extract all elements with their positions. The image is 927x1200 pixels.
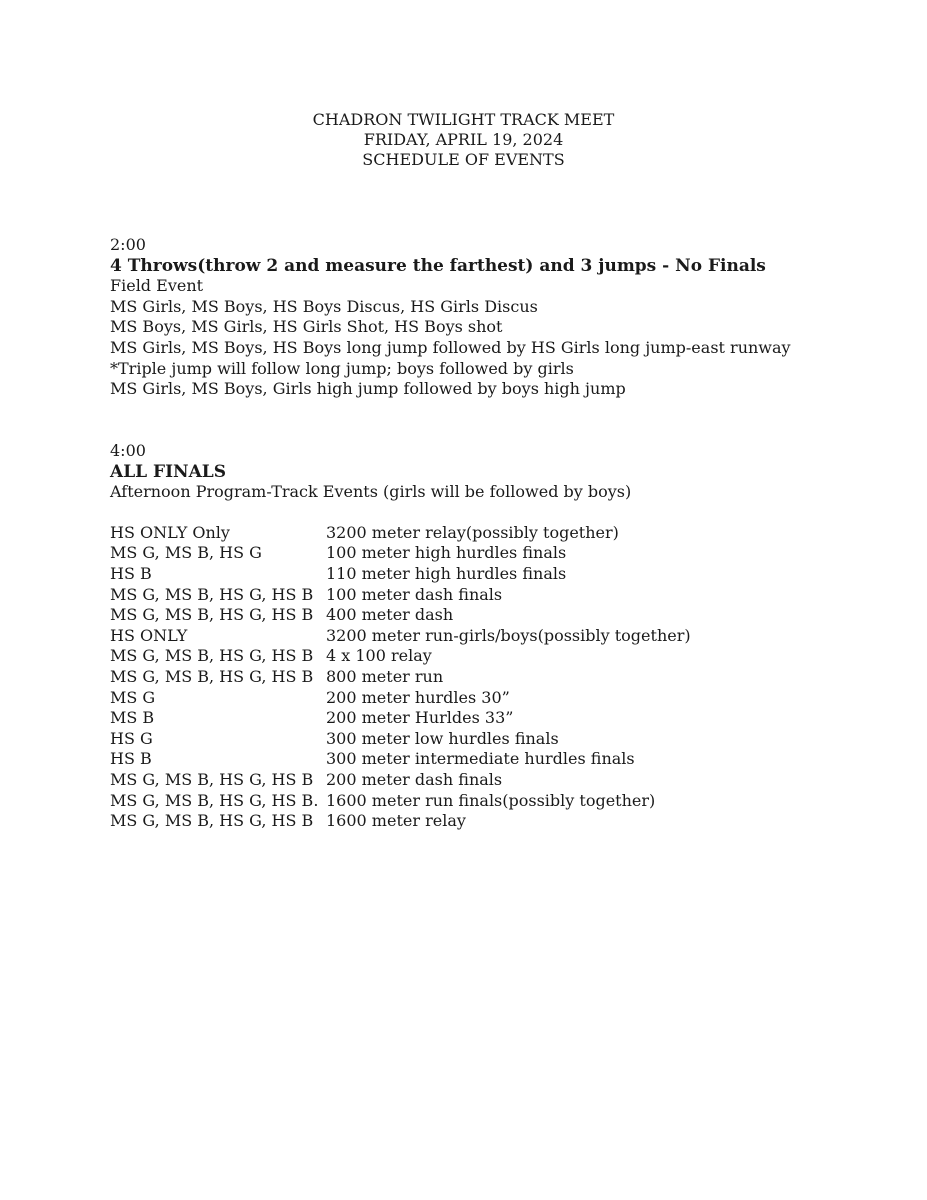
- schedule-subtitle: SCHEDULE OF EVENTS: [362, 150, 565, 169]
- document-header: [0, 110, 927, 170]
- event-name: 3200 meter relay(possibly together): [326, 522, 619, 542]
- event-name: 1600 meter relay: [326, 811, 466, 831]
- field-event-line: *Triple jump will follow long jump; boys followed by girls: [110, 358, 574, 378]
- event-group: MS G, MS B, HS G, HS B: [110, 769, 314, 789]
- event-group: HS G: [110, 728, 153, 748]
- event-group: MS G, MS B, HS G, HS B: [110, 605, 314, 625]
- event-name: 1600 meter run finals(possibly together): [326, 790, 656, 810]
- track-event-section: [110, 441, 890, 832]
- field-event-line: MS Boys, MS Girls, HS Girls Shot, HS Boys shot: [110, 317, 503, 337]
- event-group: MS G, MS B, HS G, HS B: [110, 646, 314, 666]
- track-program-description: Afternoon Program-Track Events (girls will be followed by boys): [110, 482, 632, 502]
- table-row: [110, 523, 890, 544]
- table-row: [110, 646, 890, 667]
- table-row: [110, 688, 890, 709]
- event-group: MS B: [110, 708, 155, 728]
- field-event-line: MS Girls, MS Boys, Girls high jump followed by boys high jump: [110, 379, 626, 399]
- field-event-line: MS Girls, MS Boys, HS Boys Discus, HS Girls Discus: [110, 296, 538, 316]
- event-group: MS G, MS B, HS G, HS B: [110, 584, 314, 604]
- event-name: 100 meter high hurdles finals: [326, 543, 567, 563]
- event-group: HS B: [110, 749, 152, 769]
- field-event-section: [110, 235, 890, 400]
- event-group: MS G, MS B, HS G, HS B: [110, 666, 314, 686]
- event-group: MS G: [110, 687, 156, 707]
- table-row: [110, 626, 890, 647]
- event-name: 200 meter dash finals: [326, 769, 503, 789]
- table-row: [110, 708, 890, 729]
- event-group: MS G, MS B, HS G, HS B: [110, 811, 314, 831]
- table-row: [110, 585, 890, 606]
- table-row: [110, 564, 890, 585]
- track-events-table: [110, 523, 890, 832]
- meet-title: CHADRON TWILIGHT TRACK MEET: [312, 110, 615, 129]
- table-row: [110, 543, 890, 564]
- table-row: [110, 605, 890, 626]
- event-group: MS G, MS B, HS G, HS B.: [110, 790, 319, 810]
- event-name: 4 x 100 relay: [326, 646, 432, 666]
- event-name: 200 meter Hurldes 33”: [326, 708, 514, 728]
- table-row: [110, 729, 890, 750]
- event-name: 300 meter intermediate hurdles finals: [326, 749, 635, 769]
- field-session-time: 2:00: [110, 235, 146, 254]
- event-name: 200 meter hurdles 30”: [326, 687, 510, 707]
- event-name: 100 meter dash finals: [326, 584, 503, 604]
- meet-date: FRIDAY, APRIL 19, 2024: [363, 130, 564, 149]
- table-row: [110, 791, 890, 812]
- field-event-line: MS Girls, MS Boys, HS Boys long jump followed by HS Girls long jump-east runway: [110, 337, 791, 357]
- event-group: HS ONLY Only: [110, 522, 230, 542]
- event-group: MS G, MS B, HS G: [110, 543, 262, 563]
- table-row: [110, 667, 890, 688]
- event-group: HS ONLY: [110, 625, 188, 645]
- event-name: 800 meter run: [326, 666, 444, 686]
- event-name: 3200 meter run-girls/boys(possibly together): [326, 625, 691, 645]
- field-session-heading: 4 Throws(throw 2 and measure the farthest) and 3 jumps - No Finals: [110, 255, 766, 276]
- event-name: 400 meter dash: [326, 605, 454, 625]
- event-name: 300 meter low hurdles finals: [326, 728, 559, 748]
- event-group: HS B: [110, 563, 152, 583]
- table-row: [110, 749, 890, 770]
- field-session-type: Field Event: [110, 276, 204, 296]
- table-row: [110, 770, 890, 791]
- event-name: 110 meter high hurdles finals: [326, 563, 567, 583]
- track-session-heading: ALL FINALS: [110, 461, 226, 482]
- track-session-time: 4:00: [110, 441, 146, 460]
- table-row: [110, 811, 890, 832]
